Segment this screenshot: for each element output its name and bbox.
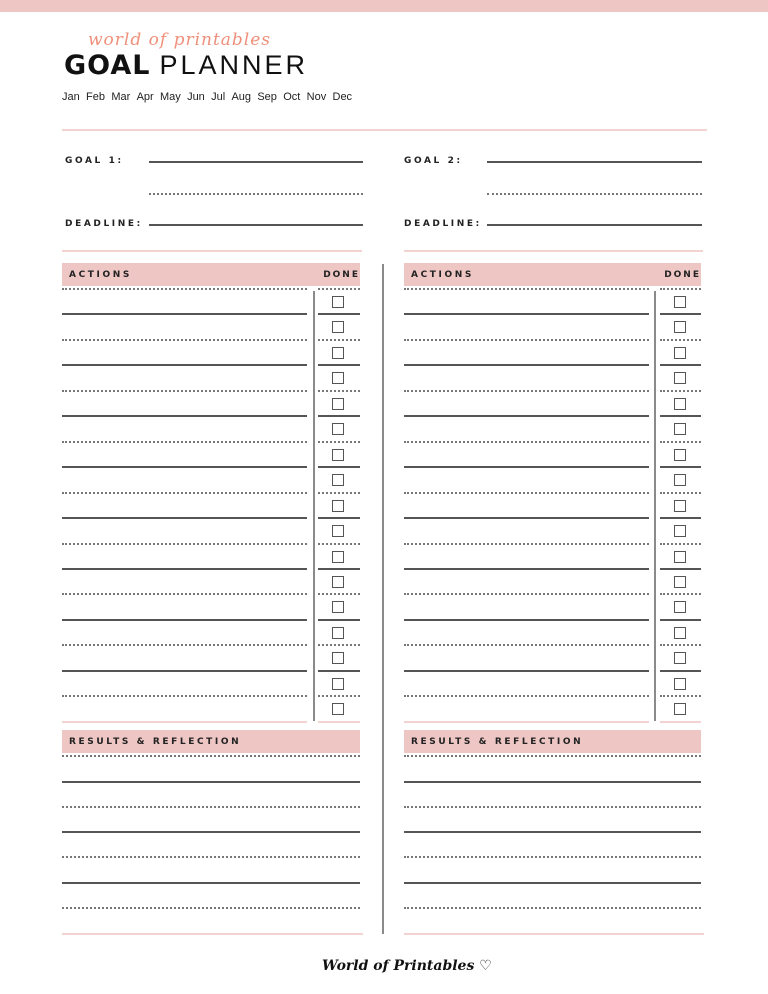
actions-header-label: ACTIONS bbox=[69, 270, 132, 280]
done-checkbox[interactable] bbox=[332, 372, 344, 384]
month-jun[interactable]: Jun bbox=[187, 91, 205, 103]
action-line[interactable] bbox=[404, 339, 649, 341]
done-line bbox=[318, 670, 360, 672]
action-line[interactable] bbox=[62, 288, 307, 290]
done-line bbox=[318, 492, 360, 494]
month-selector bbox=[62, 91, 358, 103]
action-line[interactable] bbox=[62, 593, 307, 595]
results-header bbox=[404, 730, 701, 753]
action-line[interactable] bbox=[404, 695, 649, 697]
done-checkbox[interactable] bbox=[674, 576, 686, 588]
done-line bbox=[318, 517, 360, 519]
action-line[interactable] bbox=[62, 517, 307, 519]
month-feb[interactable]: Feb bbox=[86, 91, 106, 103]
done-line bbox=[660, 364, 701, 366]
actions-header-label: ACTIONS bbox=[411, 270, 474, 280]
done-checkbox[interactable] bbox=[332, 678, 344, 690]
header-divider bbox=[62, 129, 707, 131]
reflection-line[interactable] bbox=[404, 755, 701, 757]
done-line bbox=[660, 390, 701, 392]
reflection-line[interactable] bbox=[62, 831, 360, 833]
reflection-line[interactable] bbox=[62, 806, 360, 808]
reflection-line[interactable] bbox=[404, 781, 701, 783]
action-line[interactable] bbox=[404, 593, 649, 595]
reflection-line[interactable] bbox=[404, 856, 701, 858]
done-checkbox[interactable] bbox=[674, 678, 686, 690]
top-accent-bar bbox=[0, 0, 768, 12]
section-divider bbox=[62, 250, 362, 252]
action-line[interactable] bbox=[62, 644, 307, 646]
action-line[interactable] bbox=[404, 390, 649, 392]
done-header-label: DONE bbox=[323, 270, 360, 280]
page-title bbox=[64, 50, 308, 81]
done-line bbox=[318, 415, 360, 417]
month-aug[interactable]: Aug bbox=[231, 91, 252, 103]
done-checkbox[interactable] bbox=[332, 551, 344, 563]
action-line[interactable] bbox=[404, 364, 649, 366]
done-line bbox=[318, 568, 360, 570]
goal-input-line-2[interactable] bbox=[487, 193, 702, 195]
done-checkbox[interactable] bbox=[332, 601, 344, 613]
reflection-line[interactable] bbox=[62, 882, 360, 884]
action-line[interactable] bbox=[404, 492, 649, 494]
month-sep[interactable]: Sep bbox=[257, 91, 277, 103]
done-checkbox[interactable] bbox=[332, 347, 344, 359]
action-line[interactable] bbox=[404, 721, 649, 723]
done-checkbox[interactable] bbox=[332, 576, 344, 588]
footer-brand bbox=[322, 958, 492, 974]
done-line bbox=[318, 543, 360, 545]
action-line[interactable] bbox=[62, 313, 307, 315]
title-bold: GOAL bbox=[64, 50, 151, 81]
done-line bbox=[660, 619, 701, 621]
action-line[interactable] bbox=[62, 670, 307, 672]
reflection-line[interactable] bbox=[404, 907, 701, 909]
action-line[interactable] bbox=[404, 644, 649, 646]
deadline-input-line[interactable] bbox=[487, 224, 702, 226]
month-may[interactable]: May bbox=[159, 91, 181, 103]
action-line[interactable] bbox=[62, 568, 307, 570]
done-line bbox=[660, 695, 701, 697]
action-line[interactable] bbox=[404, 441, 649, 443]
action-line[interactable] bbox=[62, 390, 307, 392]
goal-label: GOAL 2: bbox=[404, 156, 463, 166]
reflection-line[interactable] bbox=[404, 806, 701, 808]
goal-input-line[interactable] bbox=[149, 161, 363, 163]
actions-header bbox=[404, 263, 701, 286]
done-line bbox=[660, 313, 701, 315]
done-line bbox=[318, 644, 360, 646]
action-line[interactable] bbox=[404, 517, 649, 519]
action-line[interactable] bbox=[62, 721, 307, 723]
action-line[interactable] bbox=[62, 441, 307, 443]
done-checkbox[interactable] bbox=[332, 525, 344, 537]
action-line[interactable] bbox=[62, 543, 307, 545]
action-line[interactable] bbox=[62, 415, 307, 417]
reflection-line[interactable] bbox=[62, 755, 360, 757]
done-checkbox[interactable] bbox=[674, 500, 686, 512]
deadline-input-line[interactable] bbox=[149, 224, 363, 226]
done-line bbox=[660, 593, 701, 595]
done-checkbox[interactable] bbox=[332, 652, 344, 664]
section-divider bbox=[404, 250, 703, 252]
done-line bbox=[660, 721, 701, 723]
done-checkbox[interactable] bbox=[332, 449, 344, 461]
done-line bbox=[660, 339, 701, 341]
results-header-label: RESULTS & REFLECTION bbox=[69, 737, 242, 747]
month-jan[interactable]: Jan bbox=[62, 91, 80, 103]
action-line[interactable] bbox=[404, 288, 649, 290]
done-line bbox=[660, 568, 701, 570]
month-mar[interactable]: Mar bbox=[111, 91, 131, 103]
done-line bbox=[660, 415, 701, 417]
done-checkbox[interactable] bbox=[332, 423, 344, 435]
done-line bbox=[660, 543, 701, 545]
done-checkbox[interactable] bbox=[674, 551, 686, 563]
title-light: PLANNER bbox=[159, 50, 309, 80]
done-checkbox[interactable] bbox=[332, 500, 344, 512]
done-checkbox[interactable] bbox=[332, 474, 344, 486]
action-line[interactable] bbox=[62, 695, 307, 697]
brand-script-logo: world of printables bbox=[88, 30, 272, 50]
reflection-line[interactable] bbox=[62, 856, 360, 858]
month-dec[interactable]: Dec bbox=[332, 91, 353, 103]
goal-input-line[interactable] bbox=[487, 161, 702, 163]
done-checkbox[interactable] bbox=[674, 703, 686, 715]
done-checkbox[interactable] bbox=[674, 627, 686, 639]
action-line[interactable] bbox=[404, 543, 649, 545]
goal-input-line-2[interactable] bbox=[149, 193, 363, 195]
done-checkbox[interactable] bbox=[674, 321, 686, 333]
done-checkbox[interactable] bbox=[674, 372, 686, 384]
done-checkbox[interactable] bbox=[674, 398, 686, 410]
month-jul[interactable]: Jul bbox=[211, 91, 226, 103]
done-line bbox=[318, 339, 360, 341]
action-line[interactable] bbox=[62, 364, 307, 366]
footer-brand-text: World of Printables bbox=[322, 958, 475, 974]
deadline-label: DEADLINE: bbox=[65, 219, 143, 229]
done-line bbox=[318, 313, 360, 315]
done-line bbox=[660, 517, 701, 519]
results-header bbox=[62, 730, 360, 753]
action-line[interactable] bbox=[404, 466, 649, 468]
month-apr[interactable]: Apr bbox=[136, 91, 154, 103]
done-line bbox=[318, 721, 360, 723]
done-line bbox=[318, 288, 360, 290]
done-line bbox=[318, 364, 360, 366]
results-header-label: RESULTS & REFLECTION bbox=[411, 737, 584, 747]
done-checkbox[interactable] bbox=[332, 398, 344, 410]
center-divider bbox=[382, 264, 384, 934]
done-checkbox[interactable] bbox=[332, 703, 344, 715]
done-line bbox=[660, 441, 701, 443]
done-line bbox=[660, 492, 701, 494]
reflection-line[interactable] bbox=[404, 882, 701, 884]
done-line bbox=[660, 670, 701, 672]
done-line bbox=[318, 593, 360, 595]
month-nov[interactable]: Nov bbox=[306, 91, 327, 103]
done-line bbox=[660, 466, 701, 468]
action-line[interactable] bbox=[404, 568, 649, 570]
action-line[interactable] bbox=[404, 415, 649, 417]
done-checkbox[interactable] bbox=[674, 525, 686, 537]
goal-label: GOAL 1: bbox=[65, 156, 124, 166]
month-oct[interactable]: Oct bbox=[283, 91, 301, 103]
reflection-line[interactable] bbox=[62, 907, 360, 909]
done-line bbox=[318, 619, 360, 621]
done-line bbox=[318, 466, 360, 468]
deadline-label: DEADLINE: bbox=[404, 219, 482, 229]
done-checkbox[interactable] bbox=[332, 296, 344, 308]
done-checkbox[interactable] bbox=[674, 652, 686, 664]
done-checkbox[interactable] bbox=[332, 627, 344, 639]
done-line bbox=[318, 695, 360, 697]
done-column-divider bbox=[654, 291, 656, 721]
action-line[interactable] bbox=[62, 619, 307, 621]
done-checkbox[interactable] bbox=[674, 347, 686, 359]
done-checkbox[interactable] bbox=[674, 423, 686, 435]
bottom-divider bbox=[404, 933, 704, 935]
done-column-divider bbox=[313, 291, 315, 721]
action-line[interactable] bbox=[62, 492, 307, 494]
action-line[interactable] bbox=[62, 339, 307, 341]
bottom-divider bbox=[62, 933, 363, 935]
done-line bbox=[660, 288, 701, 290]
action-line[interactable] bbox=[404, 313, 649, 315]
done-checkbox[interactable] bbox=[674, 296, 686, 308]
heart-icon: ♡ bbox=[479, 958, 492, 974]
actions-header bbox=[62, 263, 360, 286]
done-header-label: DONE bbox=[664, 270, 701, 280]
action-line[interactable] bbox=[404, 670, 649, 672]
action-line[interactable] bbox=[404, 619, 649, 621]
done-checkbox[interactable] bbox=[674, 601, 686, 613]
done-checkbox[interactable] bbox=[332, 321, 344, 333]
reflection-line[interactable] bbox=[404, 831, 701, 833]
done-line bbox=[318, 390, 360, 392]
done-line bbox=[660, 644, 701, 646]
action-line[interactable] bbox=[62, 466, 307, 468]
done-line bbox=[318, 441, 360, 443]
done-checkbox[interactable] bbox=[674, 474, 686, 486]
done-checkbox[interactable] bbox=[674, 449, 686, 461]
reflection-line[interactable] bbox=[62, 781, 360, 783]
